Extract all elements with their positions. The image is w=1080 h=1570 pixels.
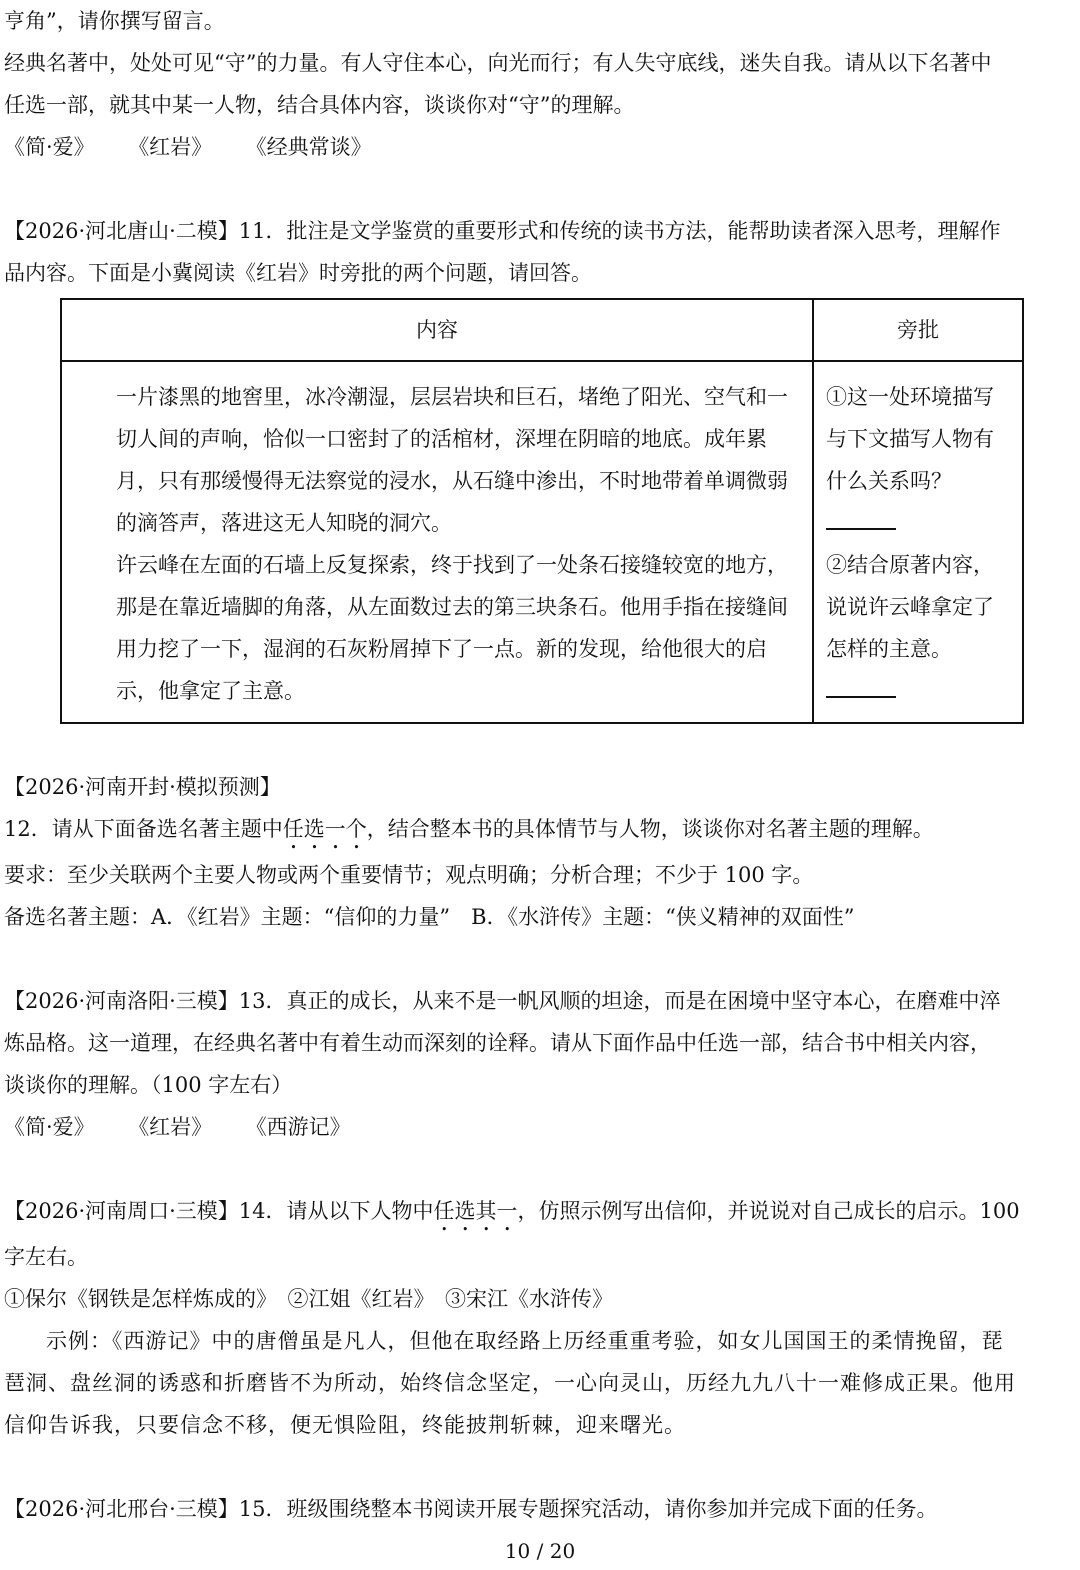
example-line: 琶洞、盘丝洞的诱惑和折磨皆不为所动，始终信念坚定，一心向灵山，历经九九八十一难修成正果。他用 xyxy=(4,1371,1016,1395)
question-11-line: 品内容。下面是小冀阅读《红岩》时旁批的两个问题，请回答。 xyxy=(4,261,592,285)
question-13-line: 炼品格。这一道理，在经典名著中有着生动而深刻的诠释。请从下面作品中任选一部，结合书中相关内容， xyxy=(4,1031,991,1055)
text-line: 亨角”，请你撰写留言。 xyxy=(4,9,225,33)
example-line: 示例：《西游记》中的唐僧虽是凡人，但他在取经路上历经重重考验，如女儿国国王的柔情挽留，琵 xyxy=(46,1329,1004,1353)
book-list xyxy=(4,1106,1078,1148)
question-12-line: 备选名著主题：A．《红岩》主题：“信仰的力量” B．《水浒传》主题：“侠义精神的双面性” xyxy=(4,905,855,929)
question-14-line: 【2026·河南周口·三模】14．请从以下人物中任选其一，仿照示例写出信仰，并说说对自己成长的启示。100 xyxy=(4,1199,1020,1223)
answer-blank[interactable] xyxy=(826,678,896,698)
book-list xyxy=(4,126,1078,168)
note-line: 什么关系吗？ xyxy=(826,469,952,493)
note-line: ②结合原著内容， xyxy=(826,553,994,577)
page-number: 10 / 20 xyxy=(504,1539,576,1563)
note-line: 说说许云峰拿定了 xyxy=(826,595,994,619)
note-line: 怎样的主意。 xyxy=(826,637,952,661)
document-page xyxy=(4,0,1078,1530)
annotation-table xyxy=(60,298,1024,724)
book-title: 《红岩》 xyxy=(138,1115,213,1139)
book-title: 《红岩》 xyxy=(138,135,213,159)
book-title: 《经典常谈》 xyxy=(256,135,372,159)
question-12-source: 【2026·河南开封·模拟预测】 xyxy=(4,775,281,799)
table-note-cell xyxy=(813,361,1023,723)
question-14-line: ①保尔《钢铁是怎样炼成的》 ②江姐《红岩》 ③宋江《水浒传》 xyxy=(4,1287,613,1311)
table-content-cell xyxy=(61,361,813,723)
example-line: 信仰告诉我，只要信念不移，便无惧险阻，终能披荆斩棘，迎来曙光。 xyxy=(4,1413,686,1437)
question-14-line: 字左右。 xyxy=(4,1245,88,1269)
note-line: ①这一处环境描写 xyxy=(826,385,994,409)
table-header-content: 内容 xyxy=(61,299,813,361)
content-paragraph: 一片漆黑的地窖里，冰冷潮湿，层层岩块和巨石，堵绝了阳光、空气和一切人间的声响，恰似一口密封了的活棺材，深埋在阴暗的地底。成年累月，只有那缓慢得无法察觉的浸水，从石缝中渗出，不时地带着单调微弱的滴答声，落进这无人知晓的洞穴。 xyxy=(116,385,788,535)
text-line: 经典名著中，处处可见“守”的力量。有人守住本心，向光而行；有人失守底线，迷失自我。请从以下名著中 xyxy=(4,51,992,75)
question-12-line: 12．请从下面备选名著主题中任选一个，结合整本书的具体情节与人物，谈谈你对名著主题的理解。 xyxy=(4,817,934,841)
note-line: 与下文描写人物有 xyxy=(826,427,994,451)
content-paragraph: 许云峰在左面的石墙上反复探索，终于找到了一处条石接缝较宽的地方，那是在靠近墙脚的角落，从左面数过去的第三块条石。他用手指在接缝间用力挖了一下，湿润的石灰粉屑掉下了一点。新的发现，给他很大的启示，他拿定了主意。 xyxy=(116,553,788,703)
question-13-line: 【2026·河南洛阳·三模】13．真正的成长，从来不是一帆风顺的坦途，而是在困境中坚守本心，在磨难中淬 xyxy=(4,989,1001,1013)
book-title: 《简·爱》 xyxy=(4,1115,95,1139)
question-15-line: 【2026·河北邢台·三模】15．班级围绕整本书阅读开展专题探究活动，请你参加并完成下面的任务。 xyxy=(4,1497,938,1521)
text-line: 任选一部，就其中某一人物，结合具体内容，谈谈你对“守”的理解。 xyxy=(4,93,635,117)
book-title: 《简·爱》 xyxy=(4,135,95,159)
book-title: 《西游记》 xyxy=(256,1115,351,1139)
emphasis-text: 任选一个 xyxy=(282,817,367,841)
answer-blank[interactable] xyxy=(826,510,896,530)
emphasis-text: 任选其一 xyxy=(433,1199,518,1223)
question-12-line: 要求：至少关联两个主要人物或两个重要情节；观点明确；分析合理；不少于 100 字。 xyxy=(4,863,814,887)
question-11-line: 【2026·河北唐山·二模】11．批注是文学鉴赏的重要形式和传统的读书方法，能帮助读者深入思考，理解作 xyxy=(4,219,1001,243)
table-header-notes: 旁批 xyxy=(813,299,1023,361)
question-13-line: 谈谈你的理解。（100 字左右） xyxy=(4,1073,293,1097)
